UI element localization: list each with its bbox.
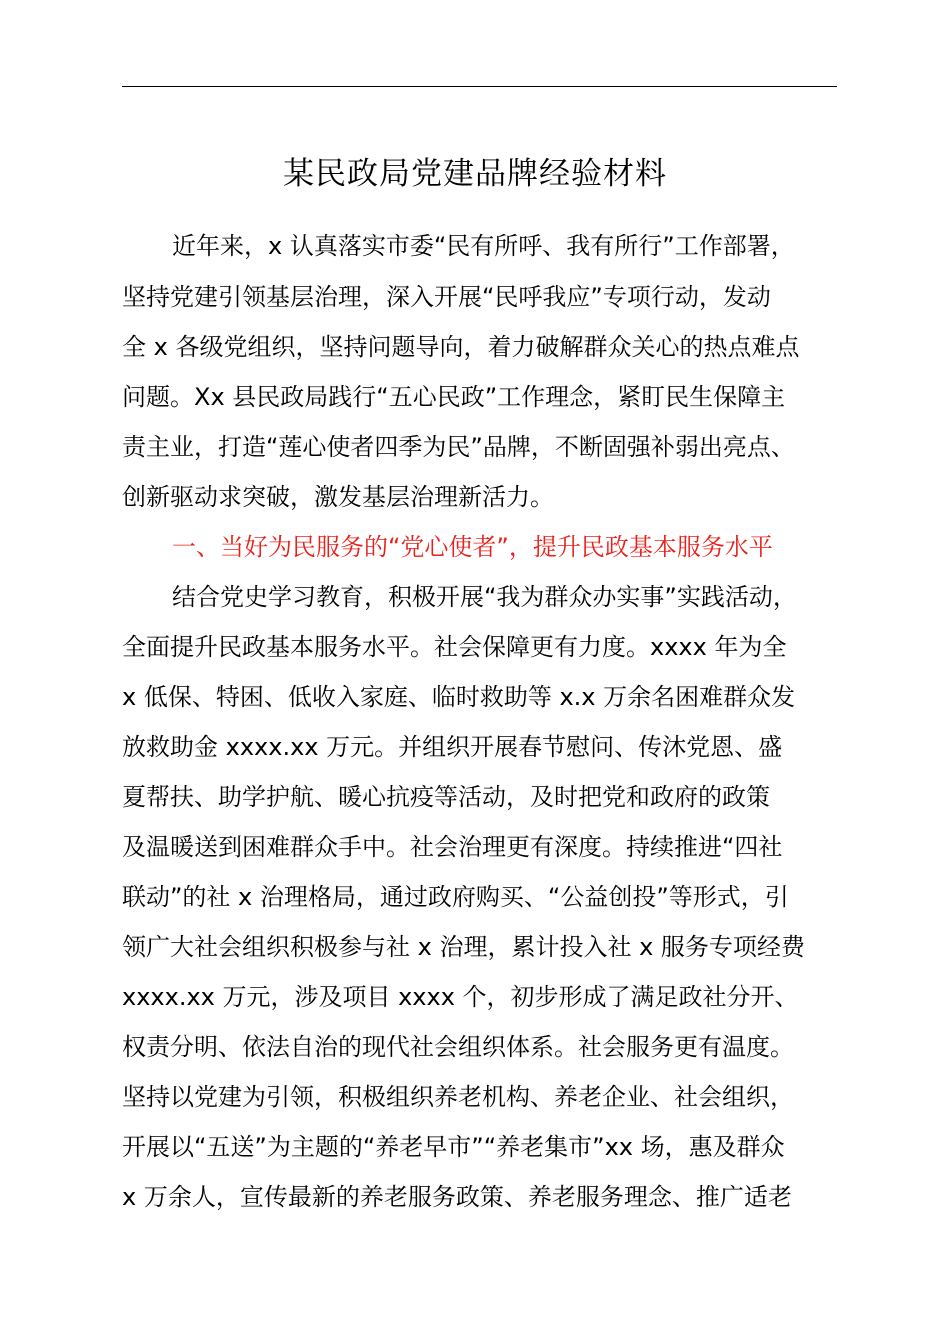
body-line: 开展以“五送”为主题的“养老早市”“养老集市”xx 场，惠及群众: [122, 1133, 785, 1161]
body-line: 联动”的社 x 治理格局，通过政府购买、“公益创投”等形式，引: [122, 883, 789, 911]
document-title: 某民政局党建品牌经验材料: [283, 156, 667, 192]
body-line: 全 x 各级党组织，坚持问题导向，着力破解群众关心的热点难点: [122, 333, 800, 361]
body-line: 领广大社会组织积极参与社 x 治理，累计投入社 x 服务专项经费: [122, 933, 805, 961]
body-line: 近年来，x 认真落实市委“民有所呼、我有所行”工作部署，: [172, 232, 795, 260]
body-line: x 低保、特困、低收入家庭、临时救助等 x.x 万余名困难群众发: [122, 683, 796, 711]
body-line: 权责分明、依法自治的现代社会组织体系。社会服务更有温度。: [122, 1033, 794, 1061]
body-line: 问题。Xx 县民政局践行“五心民政”工作理念，紧盯民生保障主: [122, 383, 786, 411]
body-line: 坚持党建引领基层治理，深入开展“民呼我应”专项行动，发动: [122, 283, 771, 311]
body-line: 责主业，打造“莲心使者四季为民”品牌，不断固强补弱出亮点、: [122, 433, 795, 461]
body-line: 夏帮扶、助学护航、暖心抗疫等活动，及时把党和政府的政策: [122, 783, 770, 811]
body-line: 及温暖送到困难群众手中。社会治理更有深度。持续推进“四社: [122, 833, 783, 861]
section-heading: 一、当好为民服务的“党心使者”，提升民政基本服务水平: [172, 533, 773, 561]
body-line: 创新驱动求突破，激发基层治理新活力。: [122, 483, 554, 511]
body-line: 全面提升民政基本服务水平。社会保障更有力度。xxxx 年为全: [122, 633, 787, 661]
body-line: 放救助金 xxxx.xx 万元。并组织开展春节慰问、传沐党恩、盛: [122, 733, 783, 761]
body-line: 坚持以党建为引领，积极组织养老机构、养老企业、社会组织，: [122, 1083, 794, 1111]
top-rule: [122, 86, 837, 87]
body-line: xxxx.xx 万元，涉及项目 xxxx 个，初步形成了满足政社分开、: [122, 983, 799, 1011]
body-line: 结合党史学习教育，积极开展“我为群众办实事”实践活动，: [172, 583, 797, 611]
body-line: x 万余人，宣传最新的养老服务政策、养老服务理念、推广适老: [122, 1183, 792, 1211]
